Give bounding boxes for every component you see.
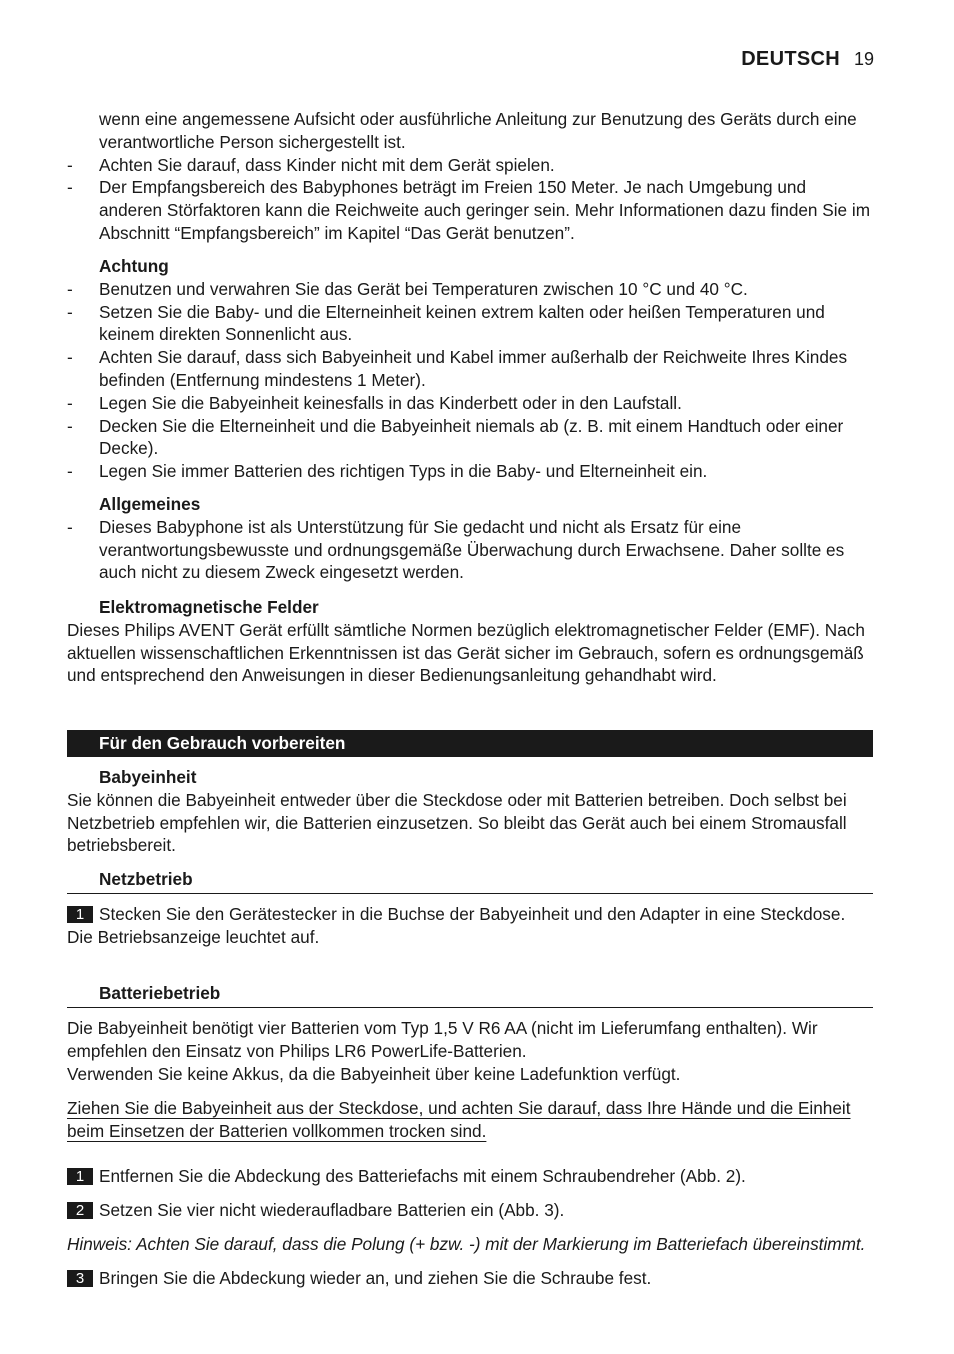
- section-divider: [67, 1007, 873, 1008]
- list-item: - Benutzen und verwahren Sie das Gerät bei Temperaturen zwischen 10 °C und 40 °C.: [67, 278, 748, 299]
- polarity-note: Hinweis: Achten Sie darauf, dass die Polung (+ bzw. -) mit der Markierung im Batteriefach übereinstimmt.: [67, 1234, 866, 1254]
- netzbetrieb-steps: [67, 903, 873, 949]
- section-title-bar: Für den Gebrauch vorbereiten: [67, 730, 873, 757]
- step-item: [67, 1267, 873, 1290]
- list-item: - Achten Sie darauf, dass Kinder nicht mit dem Gerät spielen.: [67, 154, 555, 175]
- intro-continuation: wenn eine angemessene Aufsicht oder ausführliche Anleitung zur Benutzung des Geräts durch eine verantwortliche Person sichergestellt ist.: [99, 109, 857, 152]
- list-item: - Dieses Babyphone ist als Unterstützung für Sie gedacht und nicht als Ersatz für eine verantwortungsbewusste und ordnungsgemäße Überwachung durch Erwachsene. Daher sollte es auch nicht zu diesem Zweck eingesetzt werden.: [67, 516, 845, 583]
- step-number: 1: [67, 1168, 93, 1185]
- batteriebetrieb-heading-block: [67, 982, 873, 1005]
- allgemeines-heading: Allgemeines: [99, 494, 201, 514]
- step-number: 3: [67, 1270, 93, 1287]
- step-item: [67, 903, 873, 926]
- netzbetrieb-heading-block: [67, 868, 873, 891]
- babyeinheit-text: Sie können die Babyeinheit entweder über die Steckdose oder mit Batterien betreiben. Doch selbst bei Netzbetrieb empfehlen wir, die Batterien einzusetzen. So bleibt das Gerät auch bei einem Stromausfall betriebsbereit.: [67, 789, 847, 856]
- list-item: - Der Empfangsbereich des Babyphones beträgt im Freien 150 Meter. Je nach Umgebung und anderen Störfaktoren kann die Reichweite auch geringer sein. Mehr Informationen dazu finden Sie im Abschnitt “Empfangsbereich” im Kapitel “Das Gerät benutzen”.: [67, 177, 871, 243]
- language-label: DEUTSCH: [741, 48, 840, 70]
- step-text: Stecken Sie den Gerätestecker in die Buchse der Babyeinheit und den Adapter in eine Steckdose.: [99, 904, 846, 924]
- allgemeines-section: [67, 493, 873, 584]
- note-block: [67, 1233, 873, 1256]
- step-text: Entfernen Sie die Abdeckung des Batteriefachs mit einem Schraubendreher (Abb. 2).: [99, 1166, 746, 1186]
- step-result: Die Betriebsanzeige leuchtet auf.: [67, 926, 320, 947]
- page-header: [741, 48, 874, 71]
- emf-section: [67, 596, 873, 687]
- babyeinheit-heading: Babyeinheit: [99, 767, 197, 787]
- intro-block: [67, 108, 873, 245]
- step-text: Setzen Sie vier nicht wiederaufladbare Batterien ein (Abb. 3).: [99, 1200, 565, 1220]
- batteriebetrieb-text: [67, 1017, 873, 1085]
- step-item: [67, 1165, 873, 1188]
- battery-note-akkus: Verwenden Sie keine Akkus, da die Babyeinheit über keine Ladefunktion verfügt.: [67, 1063, 681, 1084]
- battery-step-1: [67, 1165, 873, 1188]
- step-text: Bringen Sie die Abdeckung wieder an, und ziehen Sie die Schraube fest.: [99, 1268, 652, 1288]
- battery-step-3: [67, 1267, 873, 1290]
- list-item: - Legen Sie immer Batterien des richtigen Typs in die Baby- und Elterneinheit ein.: [67, 461, 708, 482]
- batteriebetrieb-heading: Batteriebetrieb: [99, 983, 221, 1003]
- battery-step-2: [67, 1199, 873, 1222]
- list-item: - Setzen Sie die Baby- und die Elterneinheit keinen extrem kalten oder heißen Temperaturen und keinem direkten Sonnenlicht aus.: [67, 301, 825, 345]
- step-item: [67, 1199, 873, 1222]
- step-number: 2: [67, 1202, 93, 1219]
- step-number: 1: [67, 906, 93, 923]
- section-divider: [67, 893, 873, 894]
- battery-requirements: Die Babyeinheit benötigt vier Batterien vom Typ 1,5 V R6 AA (nicht im Lieferumfang enthalten). Wir empfehlen den Einsatz von Philips LR6 PowerLife-Batterien.: [67, 1018, 818, 1061]
- netzbetrieb-heading: Netzbetrieb: [99, 869, 193, 889]
- emf-text: Dieses Philips AVENT Gerät erfüllt sämtliche Normen bezüglich elektromagnetischer Felder (EMF). Nach aktuellen wissenschaftlichen Erkenntnissen ist das Gerät sicher im Gebrauch, sofern es ordnungsgemäß und entsprechend den Anweisungen in dieser Bedienungsanleitung gehandhabt wird.: [67, 619, 865, 686]
- list-item: - Decken Sie die Elterneinheit und die Babyeinheit niemals ab (z. B. mit einem Handtuch oder einer Decke).: [67, 415, 844, 459]
- achtung-heading: Achtung: [99, 256, 169, 276]
- list-item: - Achten Sie darauf, dass sich Babyeinheit und Kabel immer außerhalb der Reichweite Ihres Kindes befinden (Entfernung mindestens 1 Meter).: [67, 347, 848, 390]
- warning-block: [67, 1097, 873, 1143]
- safety-warning: Ziehen Sie die Babyeinheit aus der Steckdose, und achten Sie darauf, dass Ihre Hände und die Einheit beim Einsetzen der Batterien vollkommen trocken sind.: [67, 1098, 851, 1141]
- list-item: - Legen Sie die Babyeinheit keinesfalls in das Kinderbett oder in den Laufstall.: [67, 392, 682, 413]
- emf-heading: Elektromagnetische Felder: [99, 597, 319, 617]
- achtung-section: [67, 255, 873, 483]
- page-number: 19: [853, 49, 874, 69]
- babyeinheit-section: [67, 766, 873, 857]
